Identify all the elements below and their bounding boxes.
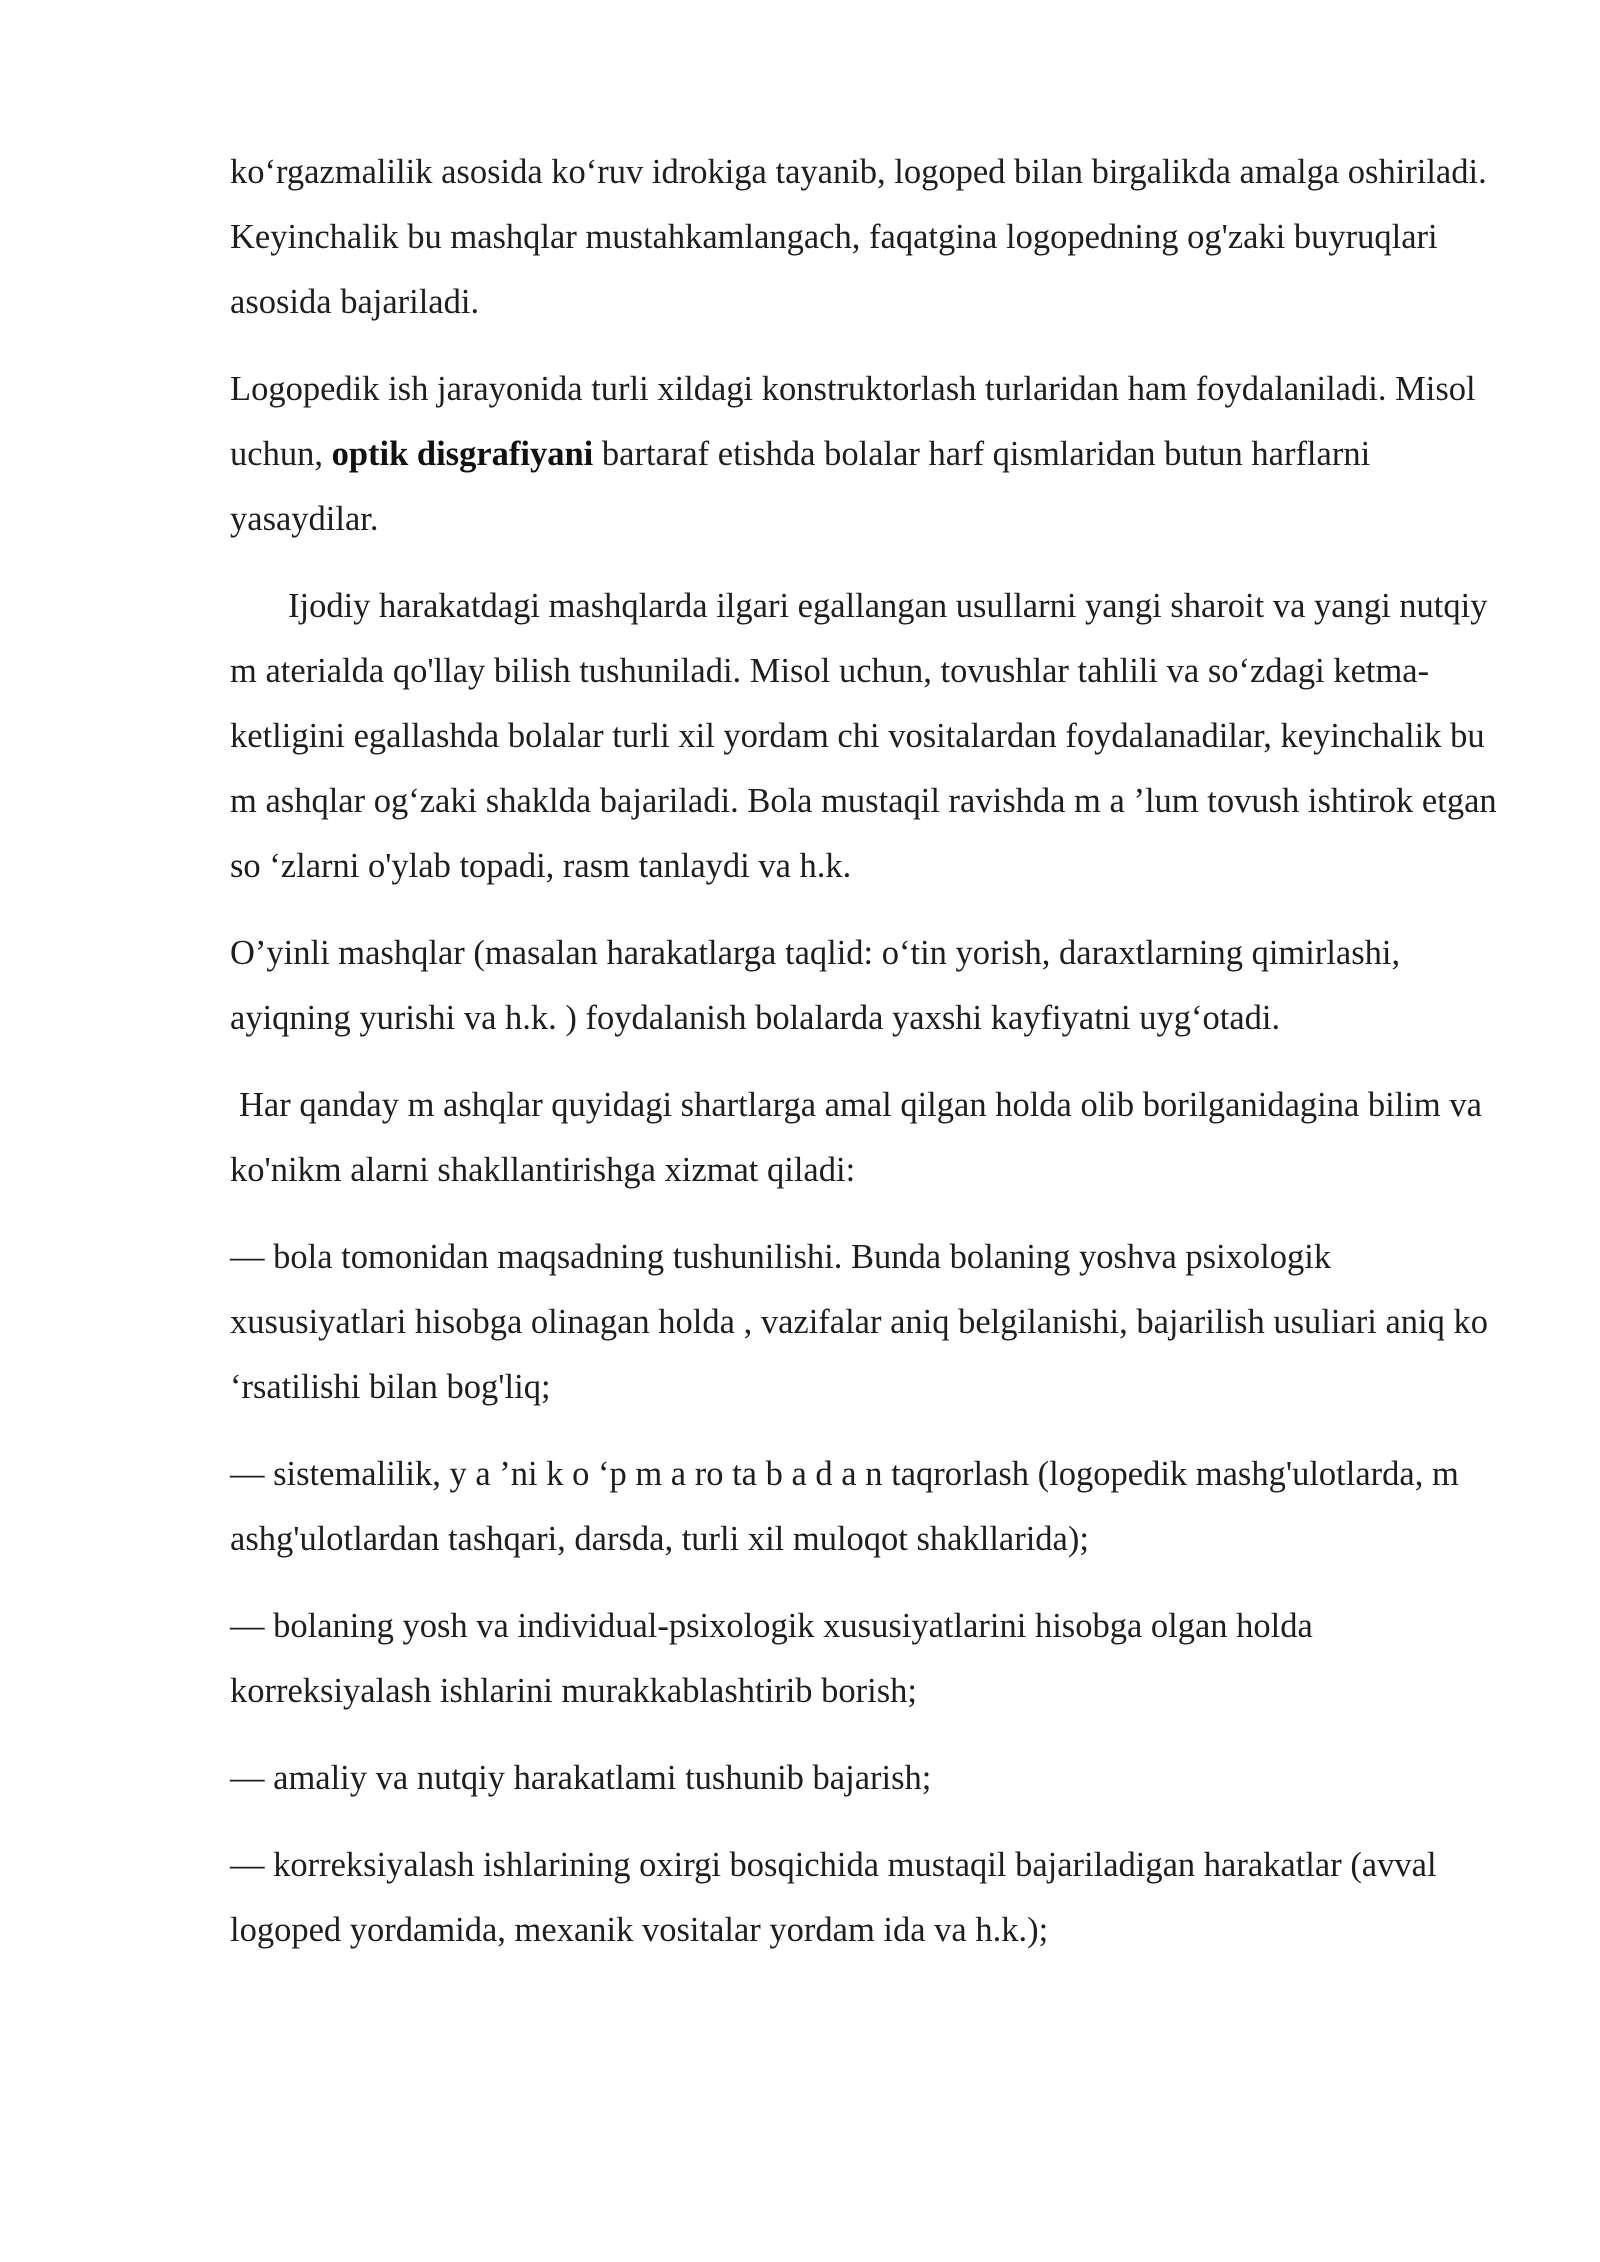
paragraph-constructing: [230, 357, 1510, 552]
term-optik-disgrafiya: optik disgrafiyani: [331, 435, 594, 473]
paragraph-constructing-after: bartaraf etishda bolalar harf qismlaridan butun harflarni yasaydilar.: [230, 435, 1371, 538]
paragraph-constructing-before: Logopedik ish jarayonida turli xildagi konstruktorlash turlaridan ham foydalaniladi. Misol uchun,: [230, 370, 1476, 473]
list-item-complexity: — bolaning yosh va individual-psixologik xususiyatlarini hisobga olgan holda korreksiyalash ishlarini murakkablashtirib borish;: [230, 1607, 1313, 1710]
list-item-practical-actions: — amaliy va nutqiy harakatlami tushunib bajarish;: [230, 1759, 932, 1797]
list-item-systematic: — sistemalilik, y a ’ni k o ‘p m a ro ta b a d a n taqrorlash (logopedik mashg'ulotlarda, m ashg'ulotlardan tashqari, darsda, turli xil muloqot shakllarida);: [230, 1455, 1459, 1558]
paragraph-game-exercises: O’yinli mashqlar (masalan harakatlarga taqlid: o‘tin yorish, daraxtlarning qimirlashi, ayiqning yurishi va h.k. ) foydalanish bolalarda yaxshi kayfiyatni uyg‘otadi.: [230, 934, 1401, 1037]
paragraph-visual-aid: ko‘rgazmalilik asosida ko‘ruv idrokiga tayanib, logoped bilan birgalikda amalga oshiriladi. Keyinchalik bu mashqlar mustahkamlangach, faqatgina logopedning og'zaki buyruqlari asosida bajariladi.: [230, 153, 1487, 321]
list-item-independent-actions: — korreksiyalash ishlarining oxirgi bosqichida mustaqil bajariladigan harakatlar (avval logoped yordamida, mexanik vositalar yordam ida va h.k.);: [230, 1846, 1437, 1949]
document-body: [230, 140, 1510, 1985]
list-item-goal-understanding: — bola tomonidan maqsadning tushunilishi. Bunda bolaning yoshva psixologik xususiyatlari hisobga olinagan holda , vazifalar aniq belgilanishi, bajarilish usuliari aniq ko ‘rsatilishi bilan bog'liq;: [230, 1238, 1488, 1406]
paragraph-conditions-intro: Har qanday m ashqlar quyidagi shartlarga amal qilgan holda olib borilganidagina bilim va ko'nikm alarni shakllantirishga xizmat qiladi:: [230, 1086, 1482, 1189]
paragraph-creative-exercises: Ijodiy harakatdagi mashqlarda ilgari egallangan usullarni yangi sharoit va yangi nutqiy m aterialda qo'llay bilish tushuniladi. Misol uchun, tovushlar tahlili va so‘zdagi ketma-ketligini egallashda bolalar turli xil yordam chi vositalardan foydalanadilar, keyinchalik bu m ashqlar og‘zaki shaklda bajariladi. Bola mustaqil ravishda m a ’lum tovush ishtirok etgan so ‘zlarni o'ylab topadi, rasm tanlaydi va h.k.: [230, 587, 1497, 885]
